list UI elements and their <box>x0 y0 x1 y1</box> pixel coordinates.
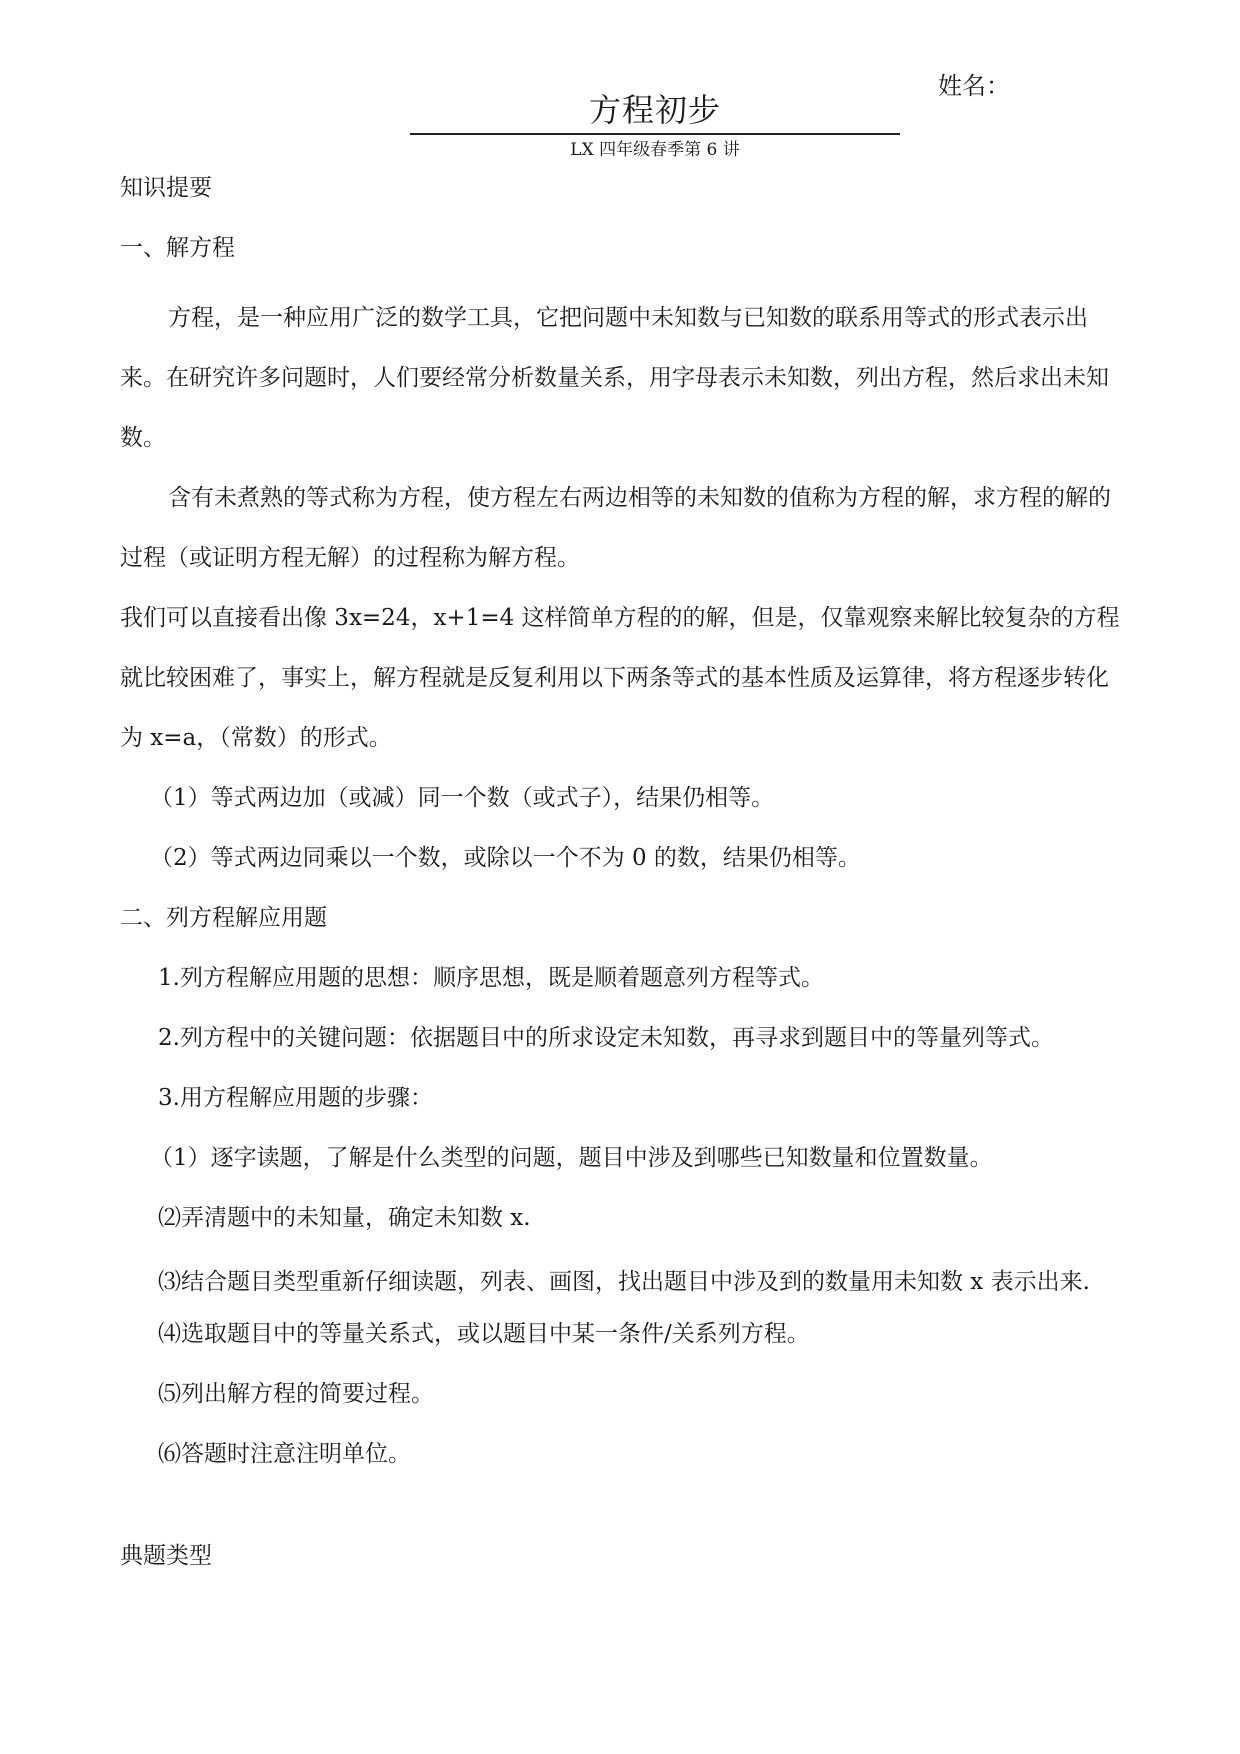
page-title: 方程初步 <box>588 91 721 129</box>
equation-rule-2: （2）等式两边同乘以一个数，或除以一个不为 0 的数，结果仍相等。 <box>150 845 861 871</box>
typical-problems-heading: 典题类型 <box>120 1543 212 1569</box>
section-1-paragraph-3: 我们可以直接看出像 3x=24，x+1=4 这样简单方程的的解，但是，仅靠观察来解比较复杂的方程就比较困难了，事实上，解方程就是反复利用以下两条等式的基本性质及运算律，将方程逐步转化为 x=a，（常数）的形式。 <box>120 605 1120 751</box>
knowledge-heading: 知识提要 <box>120 175 212 201</box>
solving-step-6: ⑹答题时注意注明单位。 <box>158 1441 411 1467</box>
solving-step-3: ⑶结合题目类型重新仔细读题，列表、画图，找出题目中涉及到的数量用未知数 x 表示出来. <box>158 1269 1090 1295</box>
solving-step-4: ⑷选取题目中的等量关系式，或以题目中某一条件/关系列方程。 <box>158 1321 810 1347</box>
section-2-item-1: 1.列方程解应用题的思想：顺序思想，既是顺着题意列方程等式。 <box>158 965 824 991</box>
solving-step-1: （1）逐字读题，了解是什么类型的问题，题目中涉及到哪些已知数量和位置数量。 <box>150 1145 993 1171</box>
section-2-heading: 二、列方程解应用题 <box>120 905 327 931</box>
section-1-heading: 一、解方程 <box>120 235 235 261</box>
solving-step-2: ⑵弄清题中的未知量，确定未知数 x. <box>158 1205 531 1231</box>
solving-step-5: ⑸列出解方程的简要过程。 <box>158 1381 434 1407</box>
lecture-subtitle: LX 四年级春季第 6 讲 <box>570 140 740 160</box>
equation-rule-1: （1）等式两边加（或减）同一个数（或式子），结果仍相等。 <box>150 785 775 811</box>
section-2-item-3: 3.用方程解应用题的步骤： <box>158 1085 433 1111</box>
document-body <box>120 168 1130 1576</box>
student-name-label: 姓名： <box>938 72 1010 100</box>
section-2-item-2: 2.列方程中的关键问题：依据题目中的所求设定未知数，再寻求到题目中的等量列等式。 <box>158 1025 1054 1051</box>
section-1-paragraph-2: 含有未煮熟的等式称为方程，使方程左右两边相等的未知数的值称为方程的解，求方程的解的过程（或证明方程无解）的过程称为解方程。 <box>120 485 1111 571</box>
section-1-paragraph-1: 方程，是一种应用广泛的数学工具，它把问题中未知数与已知数的联系用等式的形式表示出来。在研究许多问题时，人们要经常分析数量关系，用字母表示未知数，列出方程，然后求出未知数。 <box>120 305 1109 451</box>
